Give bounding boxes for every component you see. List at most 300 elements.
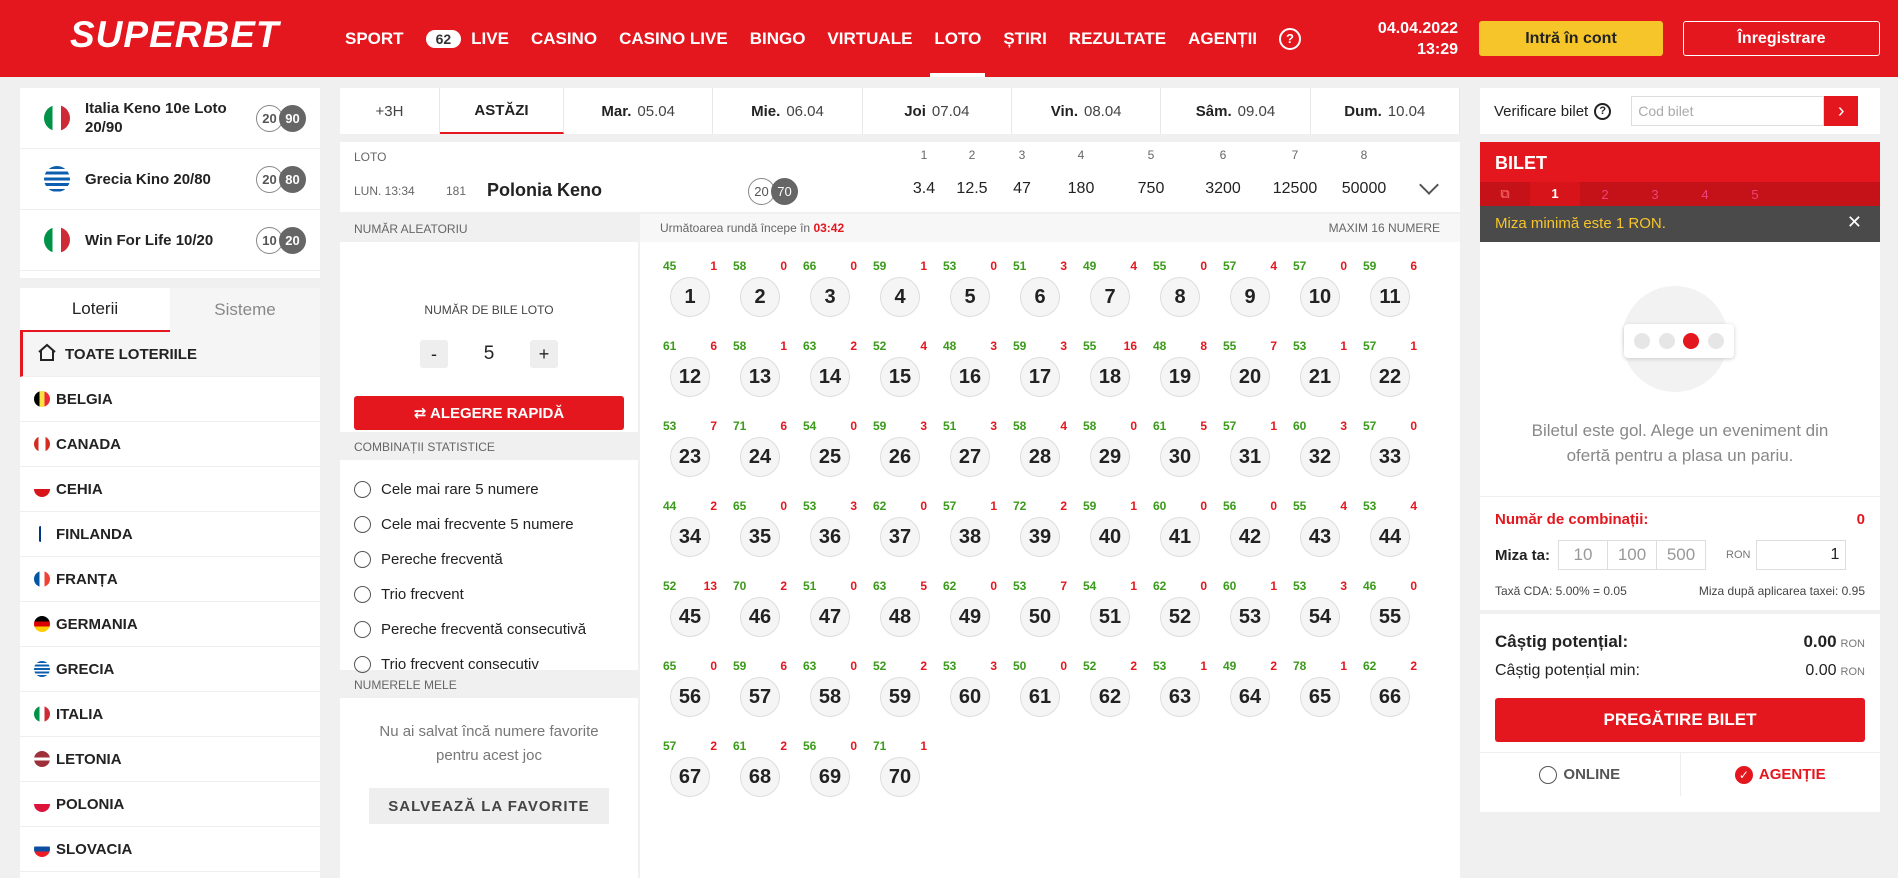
number-ball[interactable] xyxy=(1083,499,1137,561)
ball-stats xyxy=(1363,259,1417,273)
ticket-check-label: Verificare bilet xyxy=(1494,102,1589,120)
ball-stats xyxy=(1223,259,1277,273)
ball-delay: 3 xyxy=(990,659,997,673)
nav-casino-live[interactable] xyxy=(619,0,728,77)
flag-fr-icon xyxy=(34,571,50,587)
number-ball[interactable] xyxy=(663,499,717,561)
ball-delay: 0 xyxy=(1270,499,1277,513)
ball-freq: 51 xyxy=(803,579,817,593)
number-ball[interactable] xyxy=(803,419,857,481)
ball-freq: 71 xyxy=(733,419,747,433)
ball-stats xyxy=(1153,659,1207,673)
number-ball[interactable] xyxy=(1153,419,1207,481)
ball-stats xyxy=(1083,579,1137,593)
stat-label: Trio frecvent consecutiv xyxy=(381,656,539,673)
number-ball[interactable] xyxy=(1363,579,1417,641)
date-tab[interactable] xyxy=(564,88,713,134)
number-ball[interactable] xyxy=(873,499,927,561)
ball-freq: 63 xyxy=(873,579,887,593)
stake-preset-500[interactable]: 500 xyxy=(1656,540,1706,570)
number-ball[interactable] xyxy=(663,419,717,481)
ball-stats xyxy=(943,259,997,273)
nav-label: ȘTIRI xyxy=(1003,28,1047,48)
quick-pick-button[interactable]: ⇄ ALEGERE RAPIDĂ xyxy=(354,396,624,430)
ball-delay: 7 xyxy=(710,419,717,433)
nav-label: LOTO xyxy=(934,28,982,48)
ball-freq: 59 xyxy=(1013,339,1027,353)
stat-option[interactable] xyxy=(340,507,638,542)
gain-min-value: 0.00 xyxy=(1805,662,1837,679)
minus-button[interactable]: - xyxy=(420,340,448,368)
number-ball[interactable] xyxy=(803,739,857,801)
lottery-be[interactable] xyxy=(20,377,320,422)
lottery-ca[interactable] xyxy=(20,422,320,467)
number-ball[interactable] xyxy=(1363,499,1417,561)
next-round-label: Următoarea rundă începe în xyxy=(660,221,811,235)
number-ball[interactable] xyxy=(1013,339,1067,401)
number-ball[interactable] xyxy=(1153,499,1207,561)
date-tab[interactable] xyxy=(713,88,862,134)
number-ball[interactable] xyxy=(1083,339,1137,401)
lottery-label: BELGIA xyxy=(56,390,113,408)
stat-label: Cele mai rare 5 numere xyxy=(381,481,539,498)
ball-stats xyxy=(663,739,717,753)
ball-stats xyxy=(873,739,927,753)
ball-stats xyxy=(663,579,717,593)
format-b: 70 xyxy=(771,178,798,205)
number-ball[interactable] xyxy=(1013,419,1067,481)
number-ball[interactable] xyxy=(663,259,717,321)
ball-freq: 72 xyxy=(1013,499,1027,513)
lottery-home[interactable] xyxy=(20,332,320,377)
flag-be-icon xyxy=(34,391,50,407)
number-ball[interactable] xyxy=(1013,659,1067,721)
prepare-ticket-button[interactable]: PREGĂTIRE BILET xyxy=(1495,698,1865,742)
ball-number: 21 xyxy=(1300,357,1340,397)
ball-delay: 1 xyxy=(780,339,787,353)
number-ball[interactable] xyxy=(803,259,857,321)
number-ball[interactable] xyxy=(1013,259,1067,321)
number-ball[interactable] xyxy=(663,739,717,801)
plus-button[interactable]: + xyxy=(530,340,558,368)
number-ball[interactable] xyxy=(1363,259,1417,321)
number-ball[interactable] xyxy=(803,499,857,561)
help-icon[interactable]: ? xyxy=(1279,28,1301,50)
number-ball[interactable] xyxy=(873,339,927,401)
comb-label: Număr de combinații: xyxy=(1495,511,1649,528)
lottery-sk[interactable] xyxy=(20,827,320,872)
number-ball[interactable] xyxy=(1153,659,1207,721)
date-tab[interactable] xyxy=(1161,88,1310,134)
number-ball[interactable] xyxy=(803,579,857,641)
odds-value[interactable]: 3200 xyxy=(1205,180,1241,197)
odds-value[interactable]: 750 xyxy=(1137,180,1165,197)
mine-header: NUMERELE MELE xyxy=(340,670,638,698)
ball-freq: 56 xyxy=(1223,499,1237,513)
ball-delay: 6 xyxy=(780,659,787,673)
ball-delay: 1 xyxy=(1200,659,1207,673)
number-ball[interactable] xyxy=(1363,339,1417,401)
main-nav xyxy=(345,0,1301,77)
number-ball[interactable] xyxy=(1153,339,1207,401)
ball-delay: 7 xyxy=(1060,579,1067,593)
format-a: 20 xyxy=(748,178,775,205)
ball-number: 6 xyxy=(1020,277,1060,317)
ball-number: 35 xyxy=(740,517,780,557)
close-icon[interactable]: ✕ xyxy=(1846,212,1862,232)
nav-bingo[interactable] xyxy=(750,0,806,77)
number-ball[interactable] xyxy=(663,659,717,721)
ball-number: 58 xyxy=(810,677,850,717)
number-ball[interactable] xyxy=(1223,499,1277,561)
home-icon xyxy=(37,343,57,365)
ball-delay: 2 xyxy=(780,739,787,753)
ball-delay: 6 xyxy=(1410,259,1417,273)
online-label: ONLINE xyxy=(1563,766,1621,783)
ball-number: 70 xyxy=(880,757,920,797)
ball-delay: 4 xyxy=(1270,259,1277,273)
number-ball[interactable] xyxy=(943,499,997,561)
number-ball[interactable] xyxy=(803,659,857,721)
nav-sport[interactable] xyxy=(345,0,404,77)
ball-delay: 0 xyxy=(850,659,857,673)
ball-number: 48 xyxy=(880,597,920,637)
format-a: 20 xyxy=(256,105,283,132)
number-ball[interactable] xyxy=(1223,659,1277,721)
ball-stats xyxy=(873,419,927,433)
random-header: NUMĂR ALEATORIU xyxy=(340,214,638,242)
ball-freq: 57 xyxy=(663,739,677,753)
ball-delay: 5 xyxy=(1200,419,1207,433)
number-ball[interactable] xyxy=(663,579,717,641)
number-ball[interactable] xyxy=(1293,579,1347,641)
odds-value[interactable]: 180 xyxy=(1067,180,1095,197)
online-option[interactable] xyxy=(1480,753,1680,796)
radio-icon xyxy=(354,481,371,498)
number-ball[interactable] xyxy=(1293,659,1347,721)
stake-input[interactable]: 1 xyxy=(1756,540,1846,570)
nav-știri[interactable] xyxy=(1003,0,1046,77)
number-ball[interactable] xyxy=(1363,419,1417,481)
ball-number: 61 xyxy=(1020,677,1060,717)
date-value: 09.04 xyxy=(1237,102,1276,120)
number-ball[interactable] xyxy=(663,339,717,401)
radio-icon xyxy=(354,656,371,673)
number-ball[interactable] xyxy=(943,579,997,641)
ball-freq: 57 xyxy=(1293,259,1307,273)
date-tab[interactable] xyxy=(1311,88,1460,134)
ball-stats xyxy=(663,259,717,273)
ball-delay: 4 xyxy=(920,339,927,353)
number-ball[interactable] xyxy=(1083,419,1137,481)
ball-delay: 1 xyxy=(920,259,927,273)
ball-number: 49 xyxy=(950,597,990,637)
ball-stats xyxy=(1293,499,1347,513)
ball-delay: 1 xyxy=(1340,659,1347,673)
date-tab[interactable] xyxy=(440,88,564,134)
countdown: 03:42 xyxy=(813,221,845,235)
ball-delay: 1 xyxy=(1130,499,1137,513)
ball-freq: 50 xyxy=(1013,659,1027,673)
ball-freq: 58 xyxy=(1013,419,1027,433)
number-ball[interactable] xyxy=(943,419,997,481)
odds-value[interactable]: 12.5 xyxy=(956,180,988,197)
ball-delay: 13 xyxy=(703,579,717,593)
betslip xyxy=(1480,142,1880,812)
number-ball[interactable] xyxy=(733,259,787,321)
ball-number: 69 xyxy=(810,757,850,797)
lottery-lv[interactable] xyxy=(20,737,320,782)
lottery-gr[interactable] xyxy=(20,647,320,692)
ticket-check-go[interactable]: › xyxy=(1824,96,1858,126)
number-ball[interactable] xyxy=(1293,419,1347,481)
ball-stats xyxy=(803,739,857,753)
format-a: 20 xyxy=(256,166,283,193)
ball-number: 8 xyxy=(1160,277,1200,317)
number-ball[interactable] xyxy=(1223,419,1277,481)
ball-freq: 57 xyxy=(1363,339,1377,353)
game-row xyxy=(340,142,1460,212)
odds-header: 5 xyxy=(1147,148,1155,162)
number-ball[interactable] xyxy=(1293,259,1347,321)
ball-freq: 55 xyxy=(1083,339,1097,353)
lottery-label: CANADA xyxy=(56,435,121,453)
ball-number: 44 xyxy=(1370,517,1410,557)
betslip-tab[interactable]: 1 xyxy=(1530,182,1580,206)
ball-number: 65 xyxy=(1300,677,1340,717)
ball-number: 27 xyxy=(950,437,990,477)
ball-delay: 3 xyxy=(850,499,857,513)
ball-stats xyxy=(733,339,787,353)
ball-freq: 61 xyxy=(663,339,677,353)
ball-delay: 0 xyxy=(990,259,997,273)
tab-loterii[interactable]: Loterii xyxy=(20,288,170,332)
chevron-down-icon[interactable] xyxy=(1419,175,1439,195)
stake-preset-10[interactable]: 10 xyxy=(1558,540,1608,570)
stat-label: Cele mai frecvente 5 numere xyxy=(381,516,574,533)
ball-freq: 53 xyxy=(943,659,957,673)
comb-value: 0 xyxy=(1856,511,1865,528)
ball-delay: 3 xyxy=(990,419,997,433)
number-ball[interactable] xyxy=(1363,659,1417,721)
ball-delay: 0 xyxy=(1060,659,1067,673)
ball-delay: 1 xyxy=(990,499,997,513)
odds-value[interactable]: 47 xyxy=(1013,180,1031,197)
ball-delay: 0 xyxy=(780,499,787,513)
date-value: 07.04 xyxy=(931,102,970,120)
date-value: 05.04 xyxy=(637,102,675,120)
nav-virtuale[interactable] xyxy=(827,0,912,77)
flag-sk-icon xyxy=(34,841,50,857)
ball-delay: 4 xyxy=(1410,499,1417,513)
number-ball[interactable] xyxy=(733,419,787,481)
save-favorite-button[interactable]: SALVEAZĂ LA FAVORITE xyxy=(369,788,609,824)
number-ball[interactable] xyxy=(943,339,997,401)
number-ball[interactable] xyxy=(803,339,857,401)
stat-option[interactable] xyxy=(340,542,638,577)
nav-agenții[interactable] xyxy=(1188,0,1257,77)
lottery-it[interactable] xyxy=(20,692,320,737)
lottery-de[interactable] xyxy=(20,602,320,647)
number-ball[interactable] xyxy=(733,579,787,641)
odds-value[interactable]: 3.4 xyxy=(912,180,936,197)
betslip-tab[interactable]: 4 xyxy=(1701,186,1709,202)
betslip-tab[interactable]: 3 xyxy=(1651,186,1659,202)
ball-number: 42 xyxy=(1230,517,1270,557)
ball-stats xyxy=(1153,259,1207,273)
stat-option[interactable] xyxy=(340,472,638,507)
register-button[interactable]: Înregistrare xyxy=(1683,21,1880,56)
ball-delay: 1 xyxy=(710,259,717,273)
date-value: 08.04 xyxy=(1083,102,1122,120)
number-ball[interactable] xyxy=(873,739,927,801)
ball-delay: 2 xyxy=(1060,499,1067,513)
ball-stats xyxy=(663,499,717,513)
odds-header: 7 xyxy=(1291,148,1299,162)
ball-number: 2 xyxy=(740,277,780,317)
lottery-fr[interactable] xyxy=(20,557,320,602)
ball-number: 24 xyxy=(740,437,780,477)
nav-label: AGENȚII xyxy=(1188,28,1258,48)
ball-delay: 16 xyxy=(1123,339,1137,353)
empty-ticket-text: Biletul este gol. Alege un eveniment din ofertă pentru a plasa un pariu. xyxy=(1531,421,1829,465)
number-ball[interactable] xyxy=(1153,259,1207,321)
ball-freq: 53 xyxy=(1363,499,1377,513)
number-ball[interactable] xyxy=(873,419,927,481)
stake-preset-100[interactable]: 100 xyxy=(1607,540,1657,570)
number-ball[interactable] xyxy=(873,259,927,321)
number-ball[interactable] xyxy=(1223,339,1277,401)
ball-freq: 53 xyxy=(1293,339,1307,353)
number-ball[interactable] xyxy=(1223,579,1277,641)
ball-delay: 0 xyxy=(920,499,927,513)
ball-number: 64 xyxy=(1230,677,1270,717)
ball-delay: 3 xyxy=(1060,339,1067,353)
number-ball[interactable] xyxy=(1083,259,1137,321)
ball-number: 57 xyxy=(740,677,780,717)
ball-stats xyxy=(1083,659,1137,673)
odds-value[interactable]: 50000 xyxy=(1341,180,1387,197)
date-tab[interactable] xyxy=(340,88,440,134)
radio-icon xyxy=(1539,766,1557,784)
stat-option[interactable] xyxy=(340,577,638,612)
lottery-pl[interactable] xyxy=(20,782,320,827)
ball-stats xyxy=(803,259,857,273)
stat-option[interactable] xyxy=(340,612,638,647)
help-icon[interactable]: ? xyxy=(1594,103,1611,120)
number-ball[interactable] xyxy=(1223,259,1277,321)
number-ball[interactable] xyxy=(1293,339,1347,401)
nav-label: SPORT xyxy=(345,28,404,48)
login-button[interactable]: Intră în cont xyxy=(1479,21,1663,56)
game-name[interactable]: Polonia Keno xyxy=(487,180,603,200)
gain-label: Câștig potențial: xyxy=(1495,632,1629,651)
date-tab[interactable] xyxy=(1012,88,1161,134)
ball-count-value: 5 xyxy=(483,343,495,364)
ball-number: 10 xyxy=(1300,277,1340,317)
ball-freq: 59 xyxy=(1363,259,1377,273)
number-ball[interactable] xyxy=(733,499,787,561)
ball-freq: 55 xyxy=(1293,499,1307,513)
ball-freq: 58 xyxy=(1083,419,1097,433)
nav-loto[interactable] xyxy=(934,0,981,77)
nav-rezultate[interactable] xyxy=(1069,0,1166,77)
number-ball[interactable] xyxy=(873,579,927,641)
ball-number: 55 xyxy=(1370,597,1410,637)
nav-label: CASINO xyxy=(530,28,598,48)
date-tab[interactable] xyxy=(863,88,1012,134)
lottery-cz[interactable] xyxy=(20,467,320,512)
datetime xyxy=(1374,18,1458,60)
tab-sisteme[interactable]: Sisteme xyxy=(170,288,320,332)
favorite-lottery[interactable] xyxy=(20,88,320,149)
favorite-lottery[interactable] xyxy=(20,149,320,210)
stake-label: Miza ta: xyxy=(1495,546,1551,564)
betslip-tab[interactable]: 2 xyxy=(1601,186,1609,202)
number-ball[interactable] xyxy=(1083,659,1137,721)
number-ball[interactable] xyxy=(733,339,787,401)
number-ball[interactable] xyxy=(733,739,787,801)
number-ball[interactable] xyxy=(943,259,997,321)
lottery-fi[interactable] xyxy=(20,512,320,557)
ball-delay: 1 xyxy=(1270,419,1277,433)
favorite-lottery[interactable] xyxy=(20,210,320,271)
ball-number: 4 xyxy=(880,277,920,317)
ball-delay: 2 xyxy=(780,579,787,593)
flag-it-icon xyxy=(44,227,70,253)
number-ball[interactable] xyxy=(733,659,787,721)
ball-stats xyxy=(1293,579,1347,593)
flag-ca-icon xyxy=(34,436,50,452)
number-ball[interactable] xyxy=(1293,499,1347,561)
number-ball[interactable] xyxy=(873,659,927,721)
ball-stats xyxy=(803,339,857,353)
ball-freq: 55 xyxy=(1153,259,1167,273)
ball-stats xyxy=(1293,419,1347,433)
ball-delay: 1 xyxy=(1130,579,1137,593)
superbet-logo[interactable]: SUPERBET xyxy=(70,14,280,55)
betslip-tab[interactable]: 5 xyxy=(1751,186,1759,202)
number-ball[interactable] xyxy=(1083,579,1137,641)
ball-number: 63 xyxy=(1160,677,1200,717)
ball-stats xyxy=(1363,659,1417,673)
ball-number: 40 xyxy=(1090,517,1130,557)
odds-value[interactable]: 12500 xyxy=(1272,180,1318,197)
top-header xyxy=(0,0,1898,77)
agency-option[interactable] xyxy=(1680,753,1881,796)
betslip-title: BILET xyxy=(1480,142,1880,182)
date-value: +3H xyxy=(375,102,404,120)
format-a: 10 xyxy=(256,227,283,254)
number-ball[interactable] xyxy=(943,659,997,721)
ball-delay: 3 xyxy=(920,419,927,433)
number-ball[interactable] xyxy=(1013,499,1067,561)
number-ball[interactable] xyxy=(1153,579,1207,641)
nav-casino[interactable] xyxy=(531,0,597,77)
copy-icon[interactable]: ⧉ xyxy=(1500,186,1510,201)
ball-freq: 71 xyxy=(873,739,887,753)
format-badge xyxy=(256,105,306,132)
number-ball[interactable] xyxy=(1013,579,1067,641)
lottery-label: CEHIA xyxy=(56,480,103,498)
nav-live[interactable] xyxy=(426,0,509,77)
ball-freq: 78 xyxy=(1293,659,1307,673)
ball-number: 18 xyxy=(1090,357,1130,397)
ball-delay: 4 xyxy=(1130,259,1137,273)
ticket-code-input[interactable]: Cod bilet xyxy=(1631,96,1824,126)
ball-number: 22 xyxy=(1370,357,1410,397)
ball-stats xyxy=(1293,659,1347,673)
